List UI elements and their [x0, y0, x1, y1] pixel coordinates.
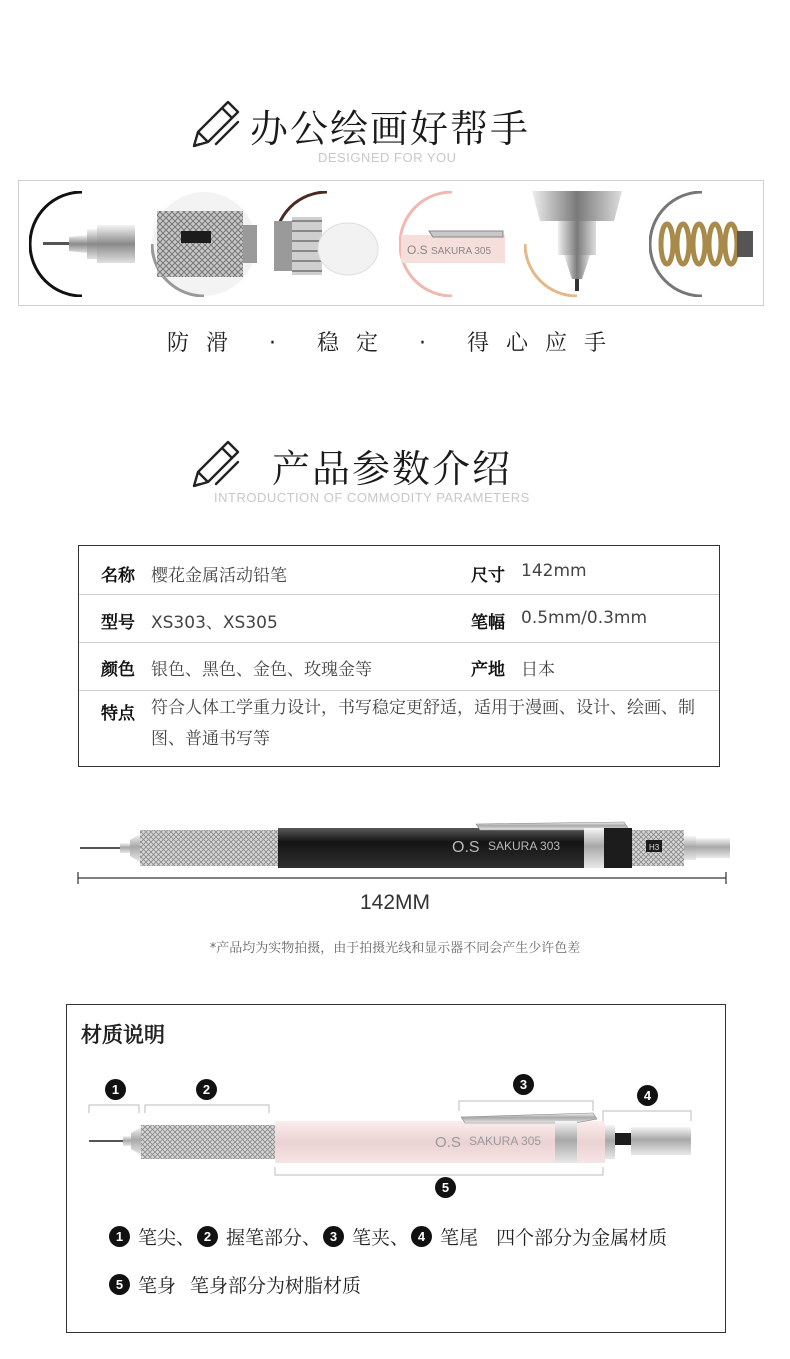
pencil-icon: [188, 438, 242, 492]
spec-row: [79, 595, 719, 643]
legend-part-3: 笔夹、: [352, 1227, 410, 1249]
pen-pink-image: [85, 1097, 695, 1177]
clip-closeup: [399, 191, 505, 297]
spec-value: XS303、XS305: [151, 613, 278, 633]
spec-value: 142mm: [521, 561, 587, 581]
spec-row: [79, 691, 719, 766]
legend-badge-3: 3: [323, 1226, 344, 1247]
spec-value: 日本: [521, 660, 555, 680]
spec-label: 笔幅: [471, 613, 505, 633]
knurled-grip-closeup: [151, 191, 257, 297]
spring-closeup: [649, 191, 755, 297]
section2-subtitle: INTRODUCTION OF COMMODITY PARAMETERS: [214, 490, 530, 505]
legend-badge-4: 4: [411, 1226, 432, 1247]
eraser-closeup: [274, 191, 380, 297]
spec-row: [79, 546, 719, 595]
spec-label: 尺寸: [471, 566, 505, 586]
spec-label: 名称: [101, 566, 135, 586]
material-title: 材质说明: [81, 1023, 165, 1047]
section1-subtitle: DESIGNED FOR YOU: [318, 150, 457, 165]
legend-badge-1: 1: [109, 1226, 130, 1247]
spec-label: 特点: [101, 704, 135, 724]
legend-part-2: 握笔部分、: [226, 1227, 322, 1249]
legend-badge-2: 2: [197, 1226, 218, 1247]
feature-gallery: [18, 180, 764, 306]
spec-label: 型号: [101, 613, 135, 633]
material-legend-line1: [109, 1223, 667, 1250]
part-badge-2: 2: [196, 1079, 217, 1100]
pen-model-text: SAKURA 303: [488, 839, 561, 853]
legend-badge-5: 5: [109, 1274, 130, 1295]
pink-pen-model-text: SAKURA 305: [469, 1134, 542, 1148]
lead-sleeve-closeup: [524, 191, 630, 297]
spec-table: [78, 545, 720, 767]
clip-model-text: SAKURA 305: [431, 246, 492, 257]
spec-value: 樱花金属活动铅笔: [151, 566, 287, 586]
spec-value: 银色、黑色、金色、玫瑰金等: [151, 660, 372, 680]
spec-label: 颜色: [101, 660, 135, 680]
tip-closeup: [29, 191, 135, 297]
slogan: 防滑 · 稳定 · 得心应手: [167, 331, 623, 356]
material-legend-line2: [109, 1271, 361, 1298]
spec-label: 产地: [471, 660, 505, 680]
part-badge-4: 4: [637, 1085, 658, 1106]
spec-value: 符合人体工学重力设计，书写稳定更舒适，适用于漫画、设计、绘画、制图、普通书写等: [151, 698, 695, 749]
pen-brand-text: O.S: [452, 839, 480, 856]
legend-part-1: 笔尖、: [138, 1227, 196, 1249]
clip-brand-text: O.S: [407, 243, 428, 257]
part-badge-3: 3: [513, 1074, 534, 1095]
section1-title: 办公绘画好帮手: [250, 107, 531, 151]
dimension-label: 142MM: [359, 891, 431, 914]
pen-end-text: H3: [649, 843, 660, 852]
legend-part-4: 笔尾: [440, 1227, 479, 1249]
legend-part-5: 笔身: [138, 1275, 177, 1297]
part-badge-1: 1: [105, 1079, 126, 1100]
pen-black-image: [76, 812, 736, 892]
part-badge-5: 5: [435, 1177, 456, 1198]
pink-pen-brand-text: O.S: [435, 1134, 461, 1151]
pencil-icon: [188, 98, 242, 152]
spec-row: [79, 643, 719, 691]
legend-suffix-2: 笔身部分为树脂材质: [190, 1275, 362, 1297]
legend-suffix-1: 四个部分为金属材质: [496, 1227, 668, 1249]
photo-note: *产品均为实物拍摄，由于拍摄光线和显示器不同会产生少许色差: [209, 941, 581, 956]
material-box: [66, 1004, 726, 1333]
spec-value: 0.5mm/0.3mm: [521, 608, 648, 628]
section2-title: 产品参数介绍: [272, 447, 513, 491]
